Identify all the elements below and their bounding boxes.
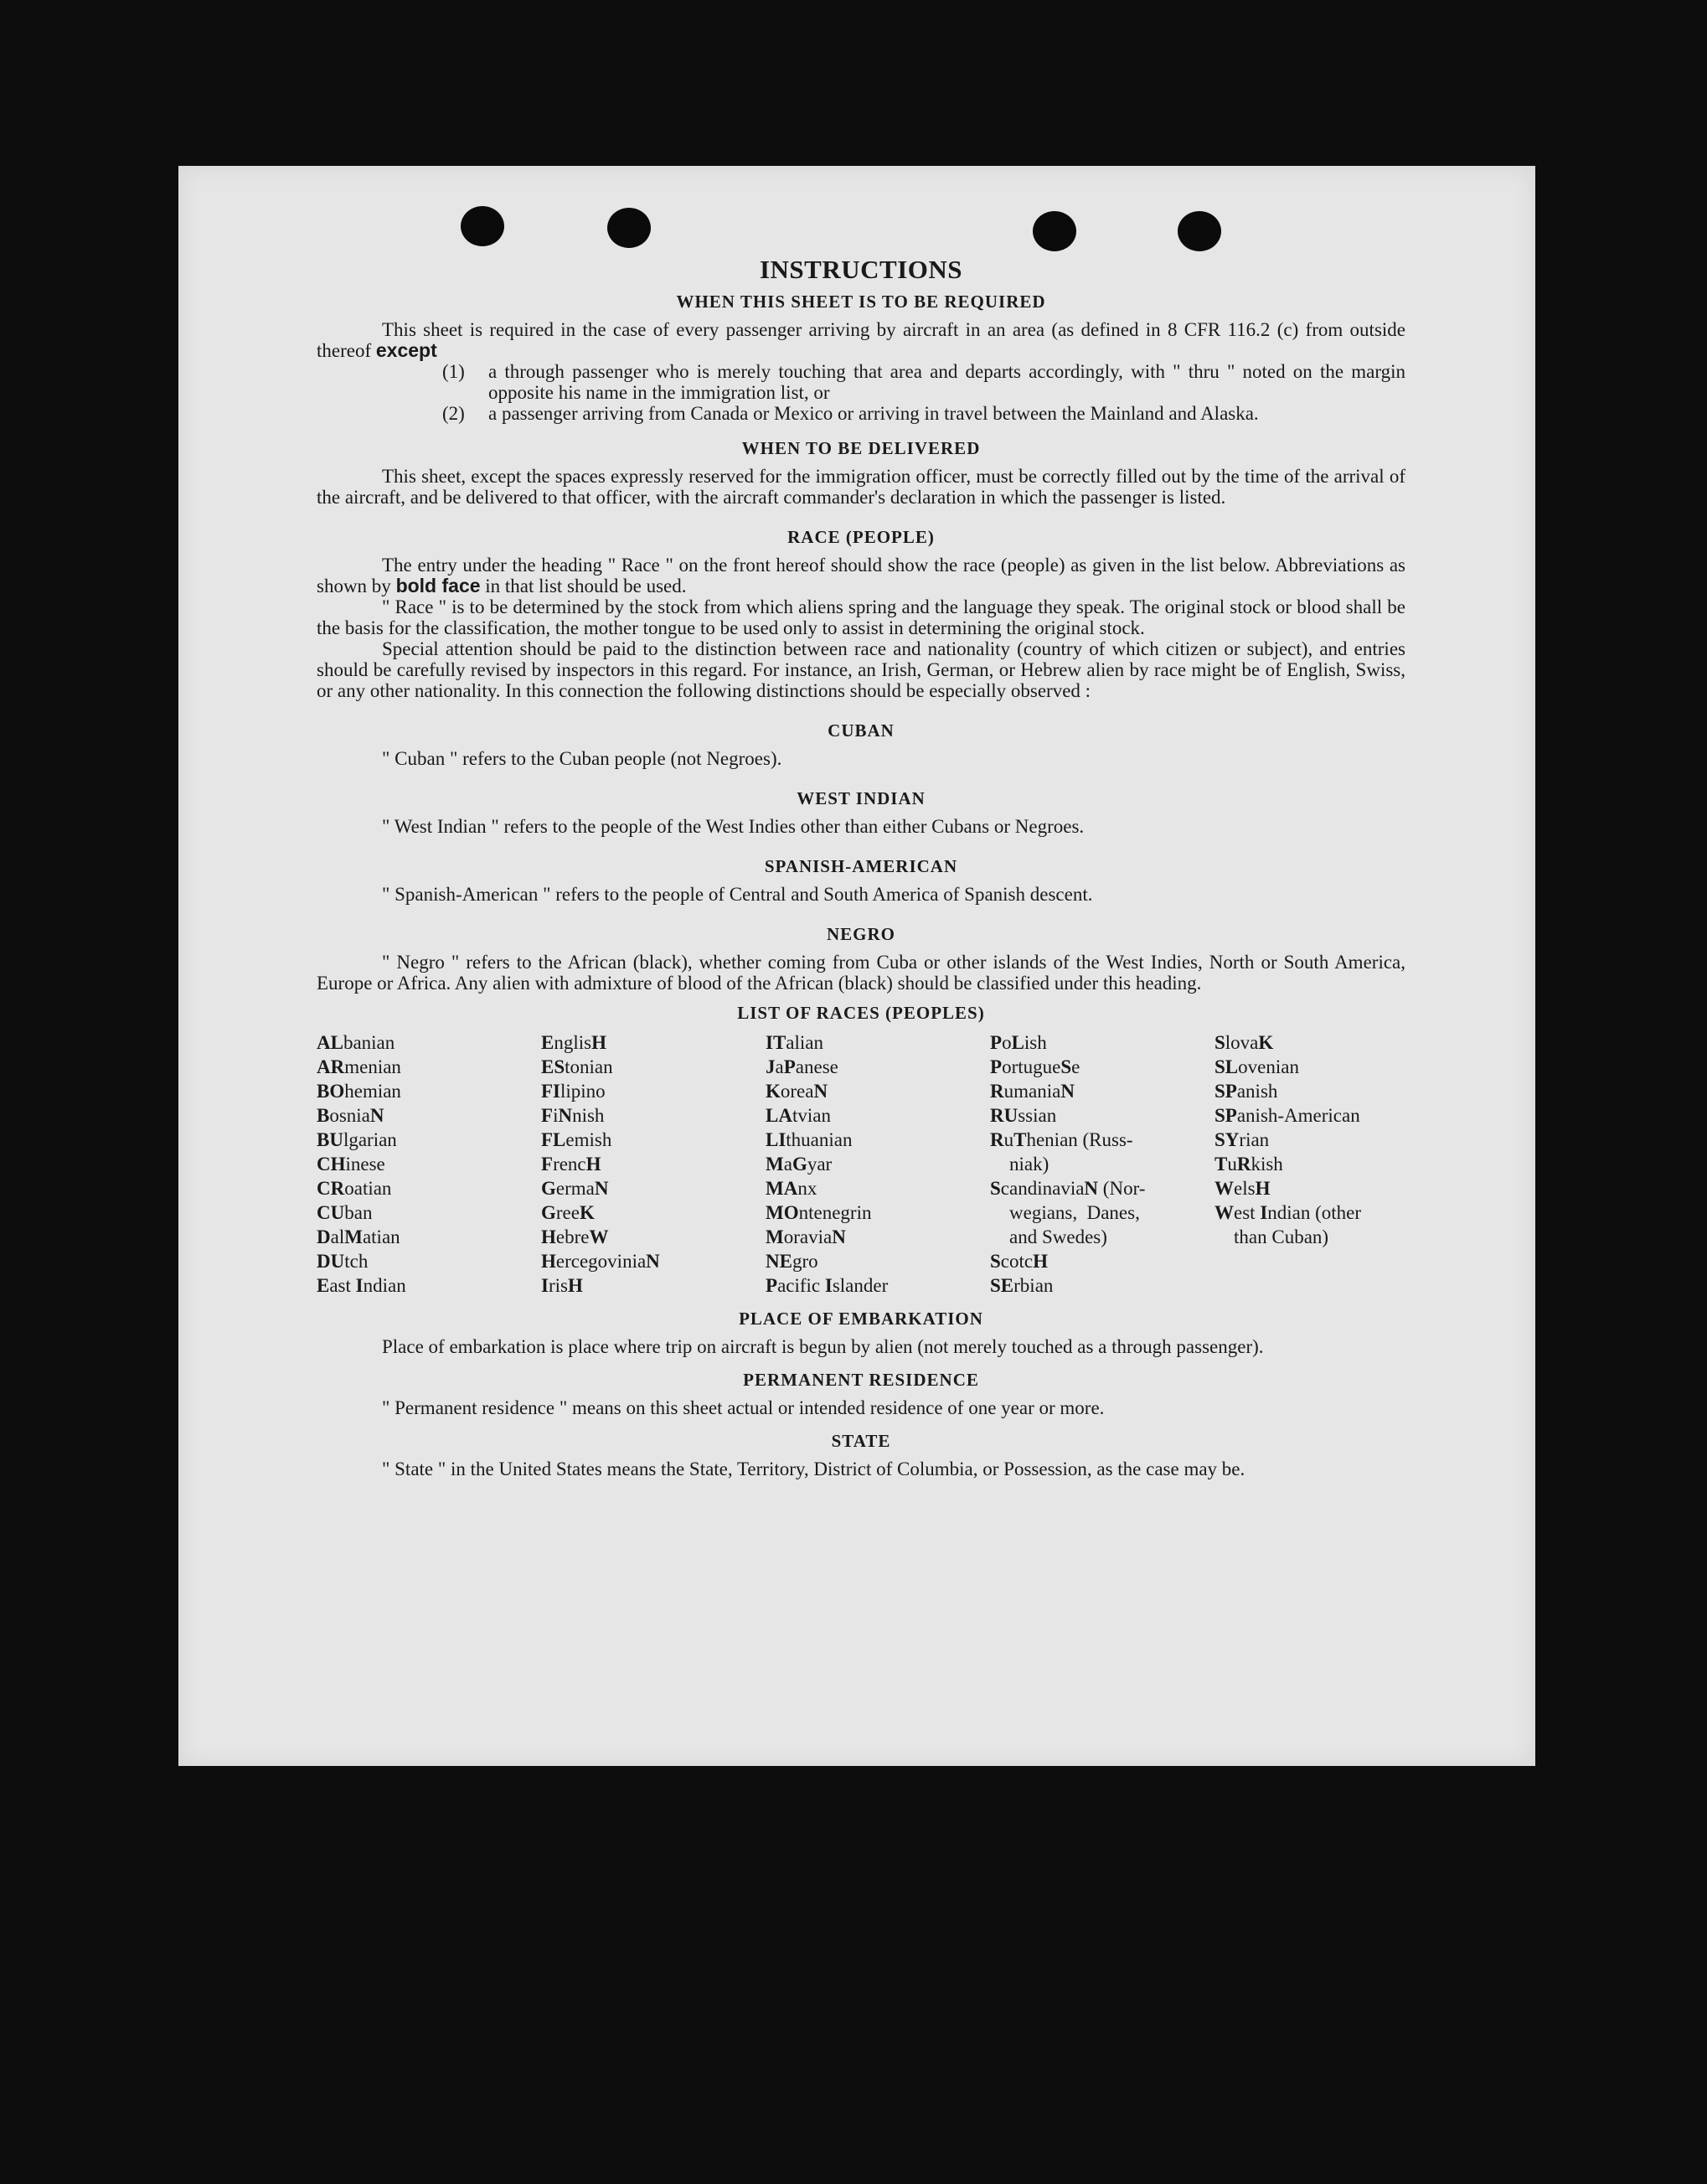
race-entry: SlovaK [1214,1032,1274,1053]
punch-hole [1033,211,1076,251]
race-entry: FrencH [541,1154,601,1175]
race-entry: IrisH [541,1275,583,1296]
race-entry: DUtch [317,1251,369,1272]
race-entry: East Indian [317,1275,406,1296]
section-heading-negro: NEGRO [826,924,895,944]
race-entry: FiNnish [541,1105,605,1126]
race-entry: PortugueSe [990,1056,1080,1077]
punch-hole [607,208,651,248]
race-entry: SPanish-American [1214,1105,1360,1126]
punch-hole [1178,211,1221,251]
exception-item: (1) a through passenger who is merely touching that area and departs accordingly, with " thru " noted on the margin opposite his name in the immigration list, or [442,361,1405,403]
race-entry: DalMatian [317,1226,400,1247]
races-list [317,1030,1405,1298]
punch-hole [461,206,504,246]
race-entry: wegians, Danes, [990,1202,1140,1223]
race-entry: BOhemian [317,1081,401,1102]
race-entry: ARmenian [317,1056,401,1077]
race-entry: ScotcH [990,1251,1048,1272]
race-entry: ITalian [766,1032,823,1053]
race-entry: HebreW [541,1226,609,1247]
race-entry: GermaN [541,1178,609,1199]
section-heading-when-required: WHEN THIS SHEET IS TO BE REQUIRED [676,292,1046,312]
race-entry: MAnx [766,1178,817,1199]
cuban-text: " Cuban " refers to the Cuban people (not Negroes). [382,748,782,769]
race-paragraph-2: " Race " is to be determined by the stock from which aliens spring and the language they speak. The original stock or blood shall be the basis for the classification, the mother tongue to be used only to assist in determining the original stock. [317,596,1405,638]
race-entry: SLovenian [1214,1056,1299,1077]
race-entry: than Cuban) [1214,1226,1329,1247]
race-entry: CHinese [317,1154,385,1175]
section-heading-races-list: LIST OF RACES (PEOPLES) [737,1003,985,1023]
race-entry: ALbanian [317,1032,395,1053]
race-entry: SPanish [1214,1081,1278,1102]
race-entry: RUssian [990,1105,1057,1126]
section-heading-cuban: CUBAN [828,720,895,741]
race-paragraph-1: The entry under the heading " Race " on the front hereof should show the race (people) as given in the list below. Abbreviations as shown by bold face in that list should be used. [317,555,1405,596]
races-column [1214,1030,1405,1298]
embarkation-text: Place of embarkation is place where trip on aircraft is begun by alien (not merely touched as a through passenger). [382,1336,1264,1357]
document-sheet [178,166,1535,1766]
race-entry: EnglisH [541,1032,606,1053]
race-entry: LAtvian [766,1105,831,1126]
section-heading-spanish-american: SPANISH-AMERICAN [764,856,958,876]
race-entry: West Indian (other [1214,1202,1362,1223]
race-entry: LIthuanian [766,1129,853,1150]
race-entry: SErbian [990,1275,1054,1296]
section-heading-race: RACE (PEOPLE) [787,527,935,547]
section-heading-state: STATE [831,1431,891,1451]
race-entry: KoreaN [766,1081,828,1102]
races-column [317,1030,541,1298]
race-entry: HercegoviniaN [541,1251,660,1272]
race-entry: JaPanese [766,1056,838,1077]
exception-item: (2) a passenger arriving from Canada or Mexico or arriving in travel between the Mainland and Alaska. [442,403,1259,424]
race-entry: PoLish [990,1032,1047,1053]
race-entry: CUban [317,1202,373,1223]
races-column [541,1030,766,1298]
races-column [990,1030,1214,1298]
race-entry: MaGyar [766,1154,833,1175]
race-paragraph-3: Special attention should be paid to the distinction between race and nationality (country of which citizen or subject), and entries should be carefully revised by inspectors in this regard. For instance, an Irish, German, or Hebrew alien by race might be of English, Swiss, or any other nationality. In this connection the following distinctions should be especially observed : [317,638,1405,701]
race-entry: WelsH [1214,1178,1271,1199]
negro-text: " Negro " refers to the African (black), whether coming from Cuba or other islands of the West Indies, North or South America, Europe or Africa. Any alien with admixture of blood of the African (black) should be classified under this heading. [317,952,1405,994]
race-entry: FIlipino [541,1081,606,1102]
race-entry: SYrian [1214,1129,1270,1150]
race-entry: niak) [990,1154,1049,1175]
section-heading-west-indian: WEST INDIAN [797,788,926,808]
when-required-intro: This sheet is required in the case of every passenger arriving by aircraft in an area (as defined in 8 CFR 116.2 (c) from outside thereof except [317,319,1405,361]
races-column [766,1030,990,1298]
race-entry: CRoatian [317,1178,392,1199]
when-delivered-text: This sheet, except the spaces expressly reserved for the immigration officer, must be correctly filled out by the time of the arrival of the aircraft, and be delivered to that officer, with the aircraft commander's declaration in which the passenger is listed. [317,466,1405,508]
race-entry: Pacific Islander [766,1275,889,1296]
race-entry: NEgro [766,1251,818,1272]
race-entry: RumaniaN [990,1081,1075,1102]
section-heading-when-delivered: WHEN TO BE DELIVERED [741,438,981,458]
race-entry: and Swedes) [990,1226,1107,1247]
race-entry: RuThenian (Russ- [990,1129,1133,1150]
race-entry: MoraviaN [766,1226,846,1247]
race-entry: BUlgarian [317,1129,397,1150]
race-entry: BosniaN [317,1105,384,1126]
race-entry: MOntenegrin [766,1202,872,1223]
section-heading-embarkation: PLACE OF EMBARKATION [739,1309,983,1329]
spanish-american-text: " Spanish-American " refers to the people of Central and South America of Spanish descent. [382,884,1093,905]
west-indian-text: " West Indian " refers to the people of the West Indies other than either Cubans or Negroes. [382,816,1085,837]
race-entry: EStonian [541,1056,613,1077]
instructions-content [317,254,1405,1479]
race-entry: TuRkish [1214,1154,1283,1175]
residence-text: " Permanent residence " means on this sheet actual or intended residence of one year or more. [382,1397,1105,1418]
document-title: INSTRUCTIONS [759,255,962,284]
race-entry: GreeK [541,1202,595,1223]
race-entry: ScandinaviaN (Nor- [990,1178,1146,1199]
race-entry: FLemish [541,1129,612,1150]
section-heading-residence: PERMANENT RESIDENCE [743,1370,979,1390]
state-text: " State " in the United States means the State, Territory, District of Columbia, or Possession, as the case may be. [382,1459,1245,1479]
